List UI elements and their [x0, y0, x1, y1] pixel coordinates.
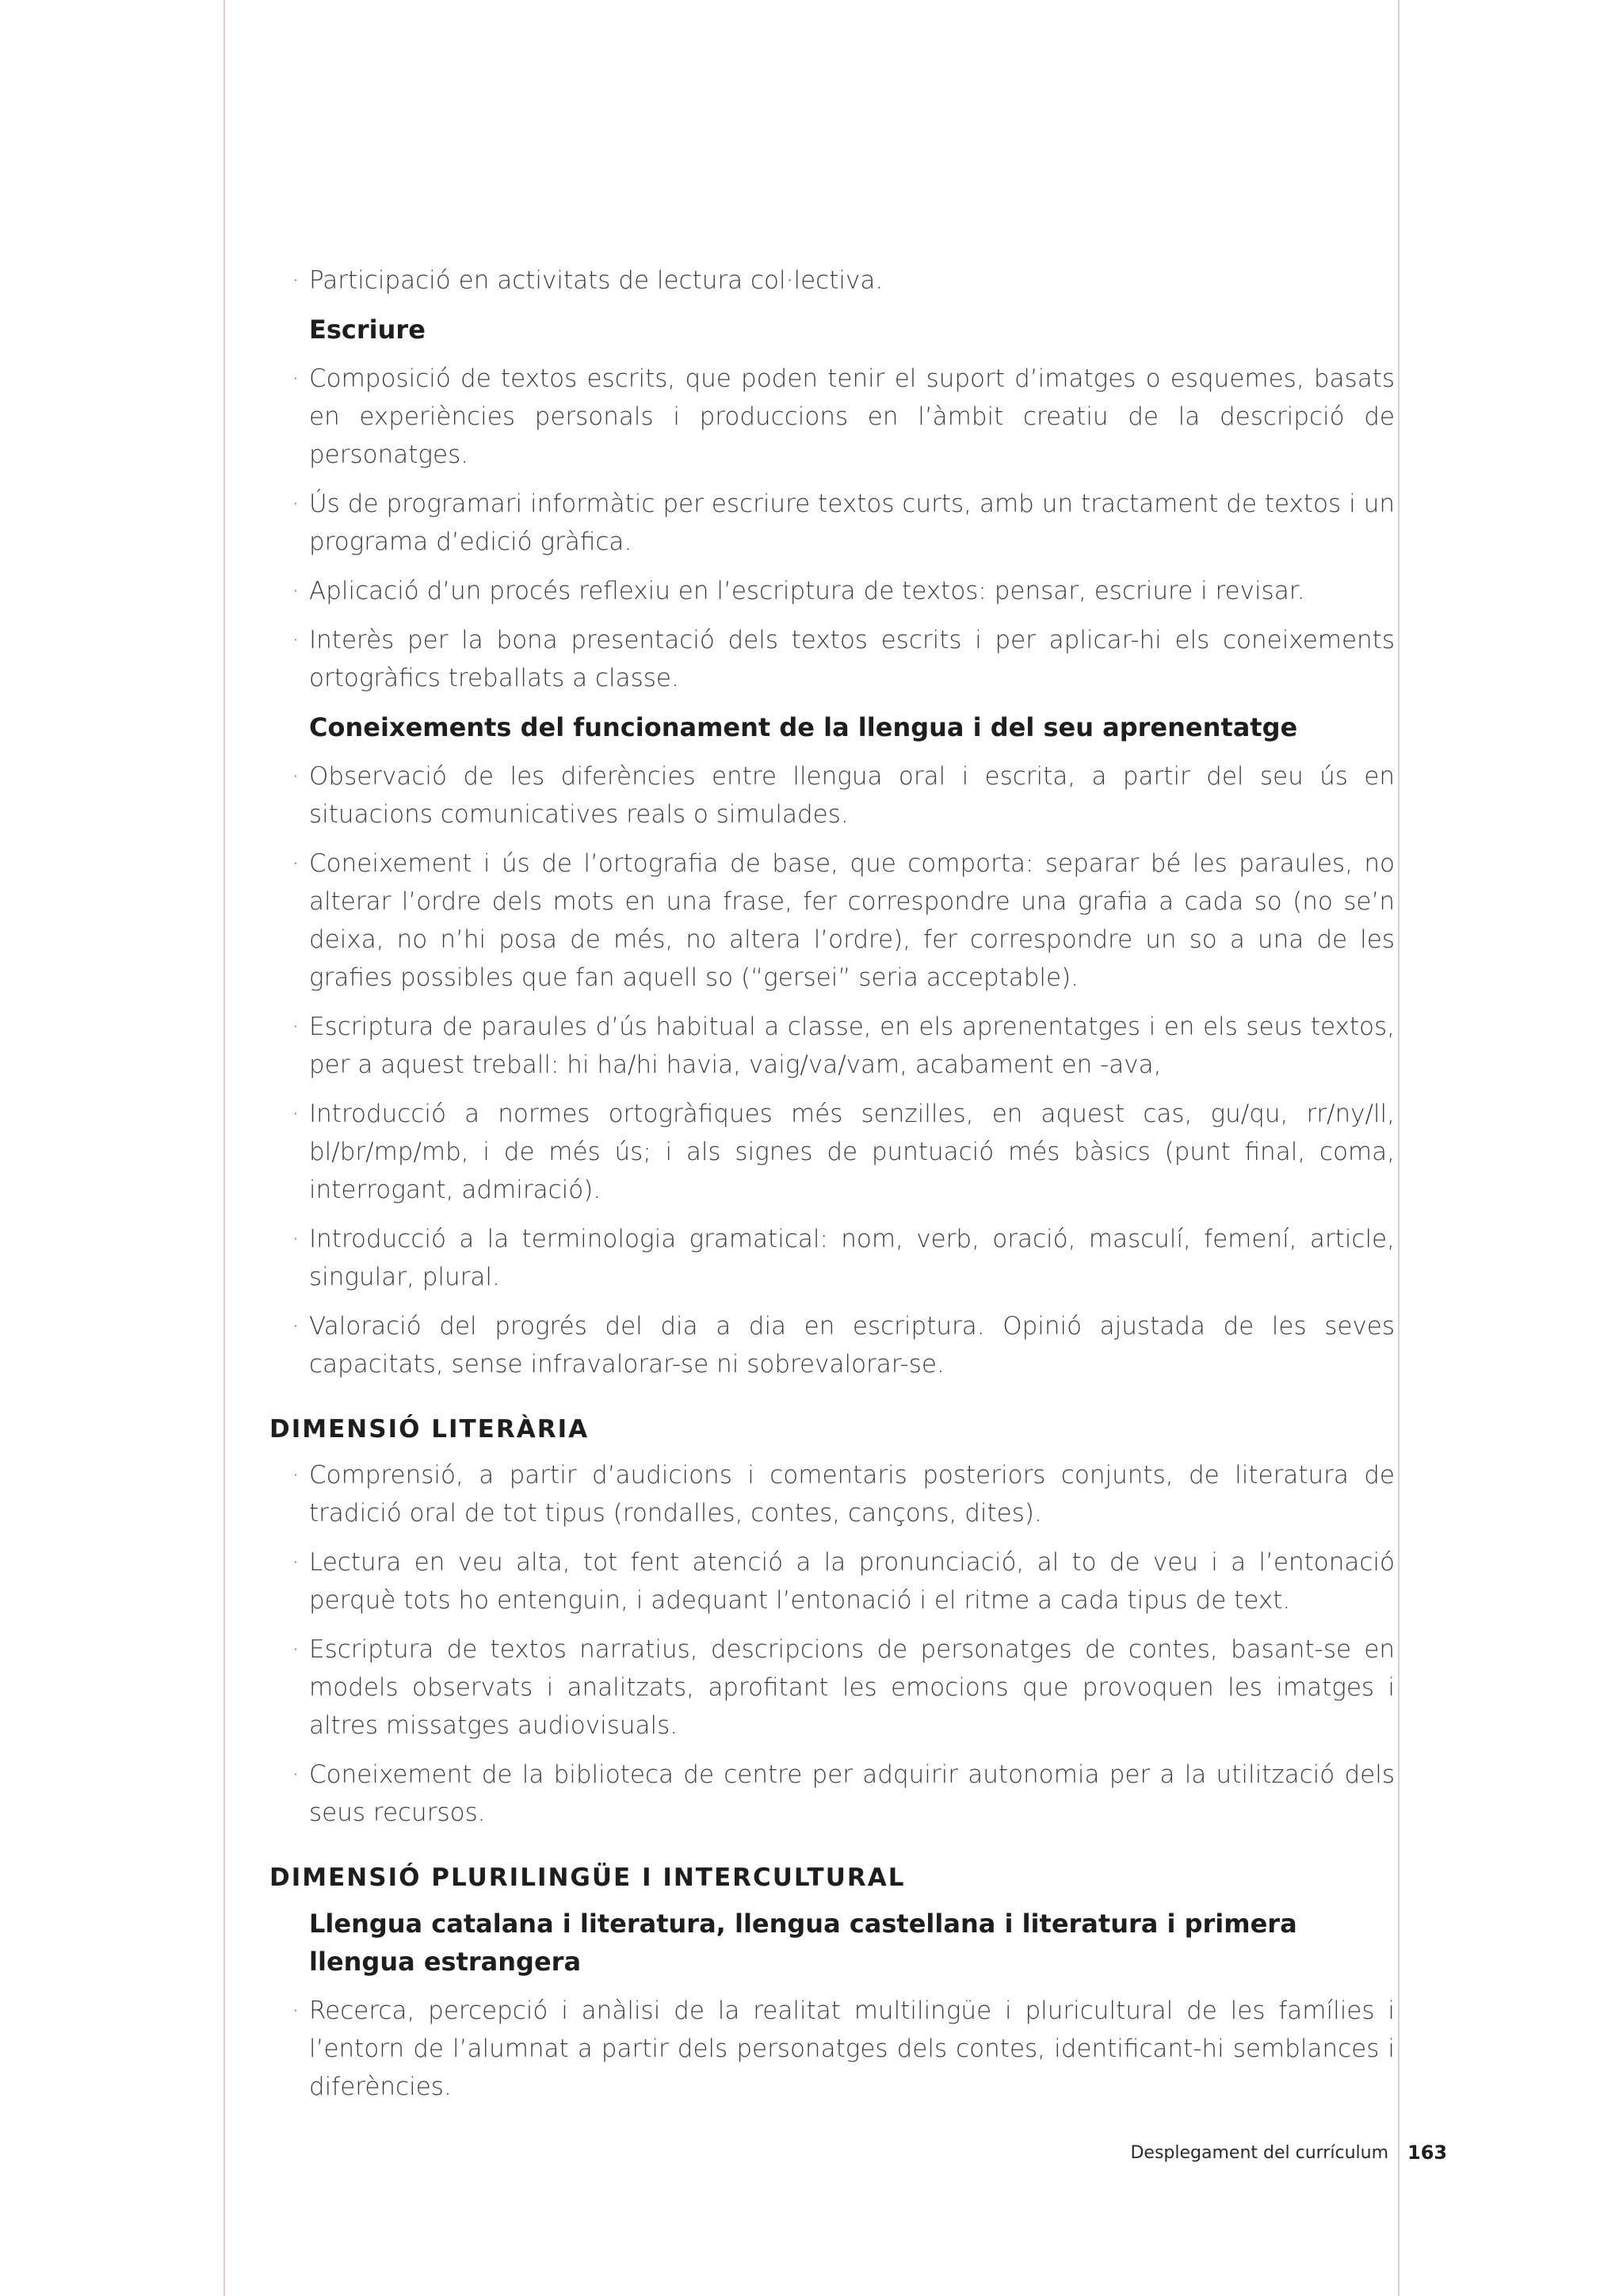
bullet: · [292, 1312, 300, 1341]
list-item: · Escriptura de paraules d’ús habitual a classe, en els aprenentatges i en els seus textos, per a aquest treball: hi ha/hi havia, vaig/va/vam, acabament en -ava, [269, 1008, 1395, 1084]
subheading-llengues: Llengua catalana i literatura, llengua castellana i literatura i primera llengua estrangera [309, 1909, 1297, 1977]
left-margin-rule [223, 0, 225, 2296]
list-item: · Coneixement i ús de l’ortografia de base, que comporta: separar bé les paraules, no alterar l’ordre dels mots en una frase, fer correspondre una grafia a cada so (no se’n deixa, no n’hi posa de més, no altera l’ordre), fer correspondre un so a una de les grafies possibles que fan aquell so (“gersei” seria acceptable). [269, 845, 1395, 997]
right-margin-rule [1398, 0, 1400, 2296]
list-item: · Introducció a normes ortogràfiques més senzilles, en aquest cas, gu/qu, rr/ny/ll, bl/br/mp/mb, i de més ús; i als signes de puntuació més bàsics (punt final, coma, interrogant, admiració). [269, 1095, 1395, 1209]
running-footer: Desplegament del currículum [1130, 2143, 1388, 2163]
list-item: · Participació en activitats de lectura col·lectiva. [269, 261, 1395, 299]
bullet: · [292, 1013, 300, 1041]
page-number: 163 [1407, 2142, 1448, 2164]
list-item: · Aplicació d’un procés reflexiu en l’escriptura de textos: pensar, escriure i revisar. [269, 572, 1395, 610]
bullet: · [292, 577, 300, 605]
bullet: · [292, 849, 300, 878]
list-item: · Interès per la bona presentació dels textos escrits i per aplicar-hi els coneixements ortogràfics treballats a classe. [269, 621, 1395, 697]
bullet: · [292, 1225, 300, 1253]
bullet: · [292, 1760, 300, 1789]
bullet: · [292, 1548, 300, 1577]
section-heading-plurilingue: DIMENSIÓ PLURILINGÜE I INTERCULTURAL [269, 1863, 906, 1892]
list-item: · Coneixement de la biblioteca de centre per adquirir autonomia per a la utilització dels seus recursos. [269, 1756, 1395, 1832]
list-item: · Ús de programari informàtic per escriure textos curts, amb un tractament de textos i un programa d’edició gràfica. [269, 485, 1395, 561]
page-content [269, 261, 1395, 2117]
bullet: · [292, 364, 300, 393]
list-item: · Recerca, percepció i anàlisi de la realitat multilingüe i pluricultural de les famílies i l’entorn de l’alumnat a partir dels personatges dels contes, identificant-hi semblances i diferències. [269, 1992, 1395, 2106]
bullet: · [292, 1997, 300, 2025]
section-heading-literaria: DIMENSIÓ LITERÀRIA [269, 1415, 590, 1444]
bullet: · [292, 1100, 300, 1128]
list-item: · Composició de textos escrits, que poden tenir el suport d’imatges o esquemes, basats en experiències personals i produccions en l’àmbit creatiu de la descripció de personatges. [269, 360, 1395, 474]
list-item: · Introducció a la terminologia gramatical: nom, verb, oració, masculí, femení, article, singular, plural. [269, 1220, 1395, 1296]
subheading-coneixements: Coneixements del funcionament de la llengua i del seu aprenentatge [309, 712, 1298, 742]
bullet: · [292, 762, 300, 791]
list-item: · Observació de les diferències entre llengua oral i escrita, a partir del seu ús en situacions comunicatives reals o simulades. [269, 757, 1395, 833]
bullet: · [292, 1461, 300, 1489]
bullet: · [292, 490, 300, 518]
bullet: · [292, 266, 300, 295]
bullet: · [292, 1635, 300, 1664]
bullet: · [292, 626, 300, 654]
list-item: · Comprensió, a partir d’audicions i comentaris posteriors conjunts, de literatura de tradició oral de tot tipus (rondalles, contes, cançons, dites). [269, 1456, 1395, 1532]
list-item: · Escriptura de textos narratius, descripcions de personatges de contes, basant-se en models observats i analitzats, aprofitant les emocions que provoquen les imatges i altres missatges audiovisuals. [269, 1630, 1395, 1745]
list-item: · Lectura en veu alta, tot fent atenció a la pronunciació, al to de veu i a l’entonació perquè tots ho entenguin, i adequant l’entonació i el ritme a cada tipus de text. [269, 1543, 1395, 1619]
subheading-escriure: Escriure [309, 315, 426, 345]
list-item: · Valoració del progrés del dia a dia en escriptura. Opinió ajustada de les seves capacitats, sense infravalorar-se ni sobrevalorar-se. [269, 1307, 1395, 1383]
